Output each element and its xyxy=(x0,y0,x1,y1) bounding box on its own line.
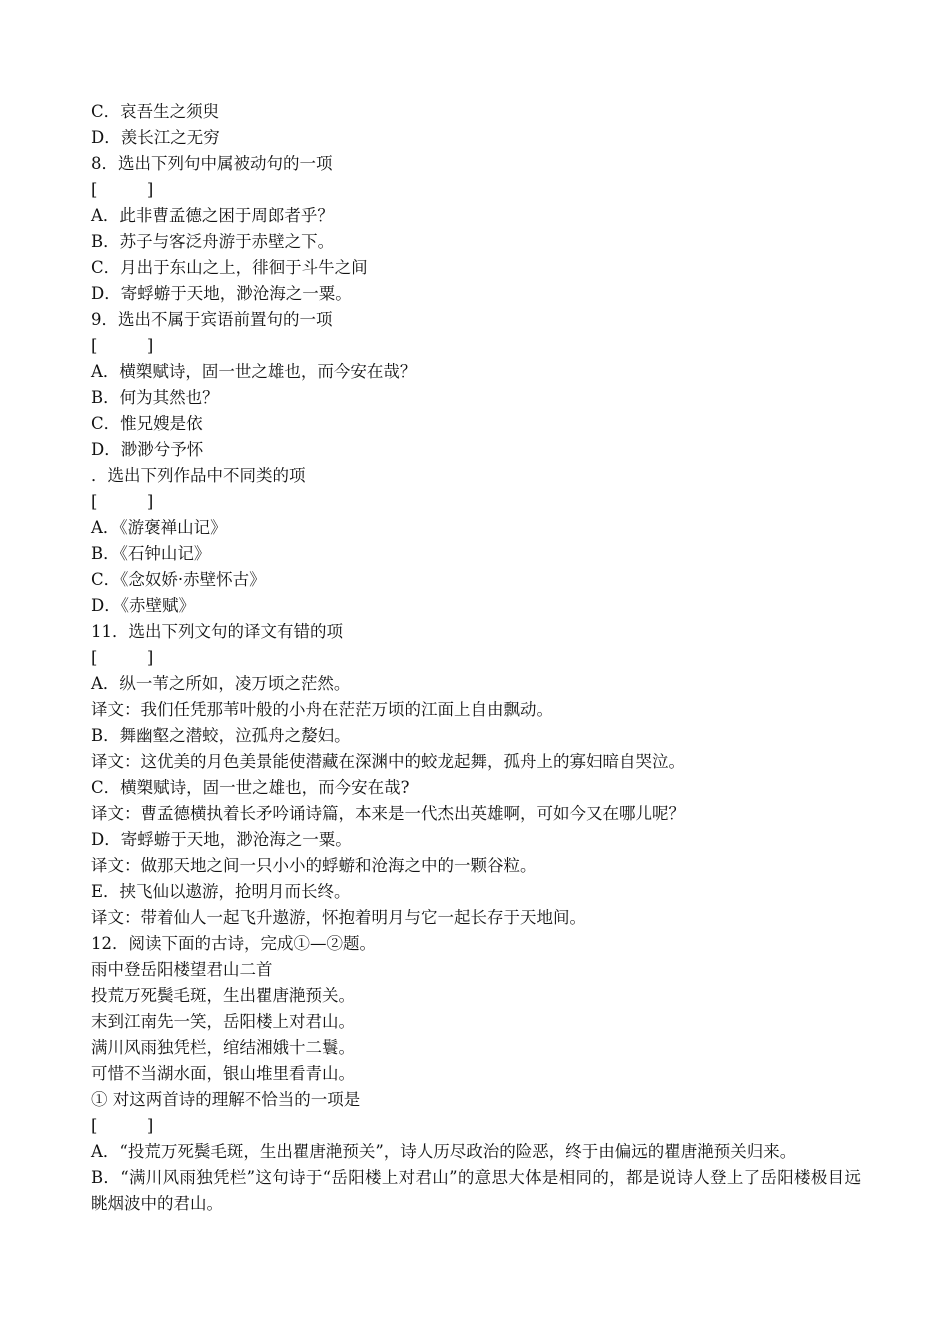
option-line: C．《念奴娇·赤壁怀古》 xyxy=(91,570,266,589)
poem-line: 可惜不当湖水面，银山堆里看青山。 xyxy=(91,1064,355,1083)
translation-line: 译文：这优美的月色美景能使潜藏在深渊中的蛟龙起舞，孤舟上的寡妇暗自哭泣。 xyxy=(91,752,685,771)
option-line: A．《游褒禅山记》 xyxy=(91,518,227,537)
question-8-stem: 8．选出下列句中属被动句的一项 xyxy=(91,154,333,173)
translation-line: 译文：带着仙人一起飞升遨游，怀抱着明月与它一起长存于天地间。 xyxy=(91,908,586,927)
answer-bracket: [ ] xyxy=(91,648,154,667)
answer-bracket: [ ] xyxy=(91,180,154,199)
poem-line: 末到江南先一笑，岳阳楼上对君山。 xyxy=(91,1012,355,1031)
poem-line: 投荒万死鬓毛斑，生出瞿唐滟预关。 xyxy=(91,986,355,1005)
option-line: E．挟飞仙以遨游，抢明月而长终。 xyxy=(91,882,351,901)
answer-bracket: [ ] xyxy=(91,336,154,355)
question-12-stem: 12．阅读下面的古诗，完成①—②题。 xyxy=(91,934,376,953)
option-line: B．苏子与客泛舟游于赤壁之下。 xyxy=(91,232,335,251)
translation-line: 译文：我们任凭那苇叶般的小舟在茫茫万顷的江面上自由飘动。 xyxy=(91,700,553,719)
option-line: D．寄蜉蝣于天地，渺沧海之一粟。 xyxy=(91,284,352,303)
translation-line: 译文：曹孟德横执着长矛吟诵诗篇，本来是一代杰出英雄啊，可如今又在哪儿呢？ xyxy=(91,804,685,823)
option-line: C．月出于东山之上，徘徊于斗牛之间 xyxy=(91,258,368,277)
sub-question-1-stem: ① 对这两首诗的理解不恰当的一项是 xyxy=(91,1090,361,1109)
option-line: B．何为其然也？ xyxy=(91,388,219,407)
option-line: D．《赤壁赋》 xyxy=(91,596,195,615)
option-line: A．此非曹孟德之困于周郎者乎？ xyxy=(91,206,334,225)
answer-bracket: [ ] xyxy=(91,1116,154,1135)
document-page xyxy=(91,99,861,1217)
option-line: B．《石钟山记》 xyxy=(91,544,211,563)
option-line: D．羡长江之无穷 xyxy=(91,128,220,147)
option-line: C．哀吾生之须臾 xyxy=(91,102,220,121)
option-line: C．横槊赋诗，固一世之雄也，而今安在哉? xyxy=(91,778,410,797)
option-line: B．舞幽壑之潜蛟，泣孤舟之嫠妇。 xyxy=(91,726,351,745)
answer-bracket: [ ] xyxy=(91,492,154,511)
question-11-stem: 11．选出下列文句的译文有错的项 xyxy=(91,622,343,641)
option-line: A．纵一苇之所如，凌万顷之茫然。 xyxy=(91,674,351,693)
option-line: A．横槊赋诗，固一世之雄也，而今安在哉？ xyxy=(91,362,417,381)
poem-line: 满川风雨独凭栏，绾结湘娥十二鬟。 xyxy=(91,1038,355,1057)
poem-title: 雨中登岳阳楼望君山二首 xyxy=(91,960,273,979)
question-10-stem: ．选出下列作品中不同类的项 xyxy=(91,466,306,485)
option-line: D．寄蜉蝣于天地，渺沧海之一粟。 xyxy=(91,830,352,849)
option-line: D．渺渺兮予怀 xyxy=(91,440,204,459)
option-paragraph: B．“满川风雨独凭栏”这句诗于“岳阳楼上对君山”的意思大体是相同的，都是说诗人登上了岳阳楼极目远眺烟波中的君山。 xyxy=(91,1168,861,1213)
option-paragraph: A．“投荒万死鬓毛斑，生出瞿唐滟预关”，诗人历尽政治的险恶，终于由偏远的瞿唐滟预关归来。 xyxy=(91,1142,797,1161)
option-line: C．惟兄嫂是依 xyxy=(91,414,203,433)
question-9-stem: 9．选出不属于宾语前置句的一项 xyxy=(91,310,333,329)
translation-line: 译文：做那天地之间一只小小的蜉蝣和沧海之中的一颗谷粒。 xyxy=(91,856,537,875)
